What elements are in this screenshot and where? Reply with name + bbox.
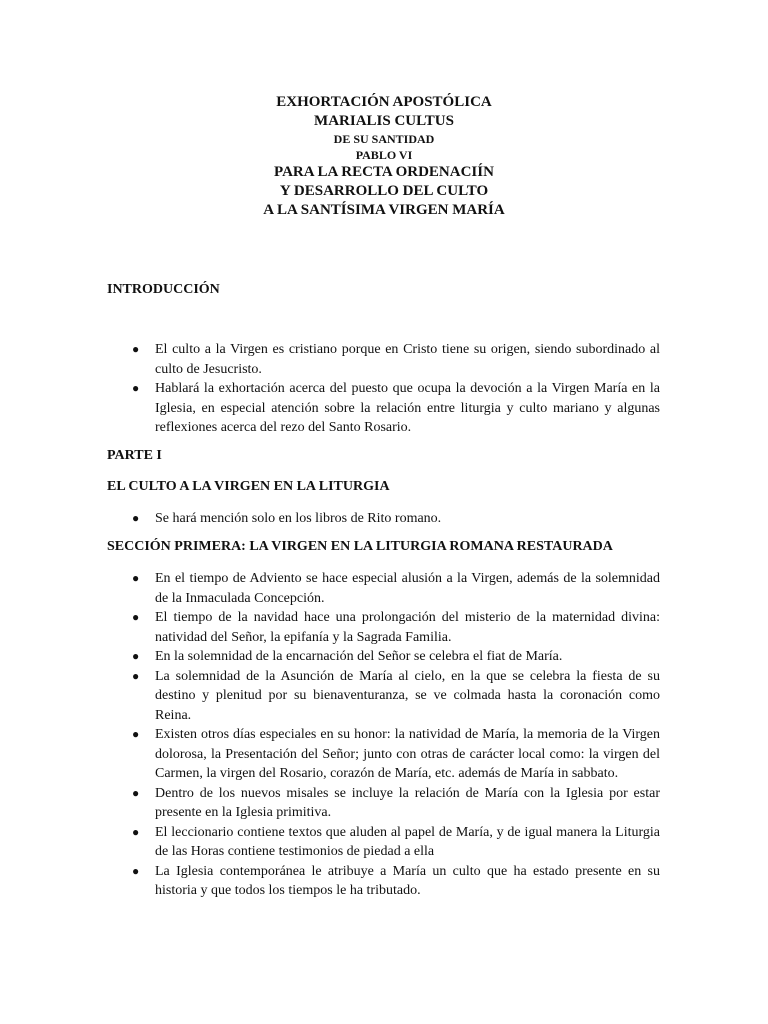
section-subheading-parte: EL CULTO A LA VIRGEN EN LA LITURGIA [107, 479, 390, 494]
bullet-icon: ● [132, 610, 140, 624]
list-item-text: La solemnidad de la Asunción de María al cielo, en la que se celebra la fiesta de su destino y plenitud por su bienaventuranza, se ve colmada hasta la coronación como Reina. [155, 668, 660, 723]
title-line: Y DESARROLLO DEL CULTO [279, 183, 489, 199]
list-item [107, 509, 660, 529]
list-item [107, 647, 660, 667]
title-line: EXHORTACIÓN APOSTÓLICA [276, 94, 492, 110]
list-item [107, 340, 660, 379]
list-item [107, 667, 660, 726]
bullet-icon: ● [132, 727, 140, 741]
bullet-icon: ● [132, 863, 140, 878]
document-title [0, 93, 768, 220]
list-item [107, 608, 660, 647]
list-item-text: El leccionario contiene textos que aluden al papel de María, y de igual manera la Liturgia de las Horas contiene testimonios de piedad a ella [155, 824, 660, 859]
list-item-text: Hablará la exhortación acerca del puesto que ocupa la devoción a la Virgen María en la Iglesia, en especial atención sobre la relación entre liturgia y culto mariano y algunas reflexiones acerca del rezo del Santo Rosario. [155, 381, 660, 435]
bullet-icon: ● [132, 668, 140, 683]
list-item [107, 862, 660, 901]
list-item-text: En el tiempo de Adviento se hace especial alusión a la Virgen, además de la solemnidad de la Inmaculada Concepción. [155, 571, 660, 606]
bullet-icon: ● [132, 571, 140, 585]
title-line: MARIALIS CULTUS [314, 113, 454, 129]
bullet-icon: ● [132, 342, 140, 356]
bullet-icon: ● [132, 785, 140, 800]
title-line: DE SU SANTIDAD [333, 132, 435, 146]
bullet-icon: ● [132, 511, 140, 525]
list-item [107, 784, 660, 823]
list-item-text: La Iglesia contemporánea le atribuye a María un culto que ha estado presente en su historia y que todos los tiempos le ha tributado. [155, 863, 660, 898]
bullet-list-seccion [107, 569, 660, 901]
bullet-icon: ● [132, 824, 140, 839]
section-heading-parte: PARTE I [107, 448, 162, 463]
list-item [107, 379, 660, 438]
list-item [107, 725, 660, 784]
list-item [107, 569, 660, 608]
title-line: PABLO VI [355, 148, 413, 162]
section-heading-introduccion: INTRODUCCIÓN [107, 282, 220, 297]
section-heading-seccion: SECCIÓN PRIMERA: LA VIRGEN EN LA LITURGIA ROMANA RESTAURADA [107, 539, 613, 554]
title-line: PARA LA RECTA ORDENACIÍN [274, 164, 494, 180]
list-item-text: El tiempo de la navidad hace una prolongación del misterio de la maternidad divina: natividad del Señor, la epifanía y la Sagrada Familia. [155, 610, 660, 645]
list-item-text: Existen otros días especiales en su honor: la natividad de María, la memoria de la Virgen dolorosa, la Presentación del Señor; junto con otras de carácter local como: la virgen del Carmen, la virgen del Rosario, corazón de María, etc. además de María in sabbato. [155, 727, 660, 781]
list-item-text: Se hará mención solo en los libros de Rito romano. [155, 511, 442, 526]
bullet-icon: ● [132, 649, 140, 663]
bullet-icon: ● [132, 381, 140, 395]
list-item [107, 823, 660, 862]
title-line: A LA SANTÍSIMA VIRGEN MARÍA [263, 202, 505, 218]
bullet-list-introduccion [107, 340, 660, 438]
list-item-text: En la solemnidad de la encarnación del Señor se celebra el fiat de María. [155, 649, 563, 664]
list-item-text: El culto a la Virgen es cristiano porque en Cristo tiene su origen, siendo subordinado al culto de Jesucristo. [155, 342, 660, 377]
list-item-text: Dentro de los nuevos misales se incluye la relación de María con la Iglesia por estar presente en la Iglesia primitiva. [155, 785, 660, 820]
bullet-list-parte [107, 509, 660, 529]
